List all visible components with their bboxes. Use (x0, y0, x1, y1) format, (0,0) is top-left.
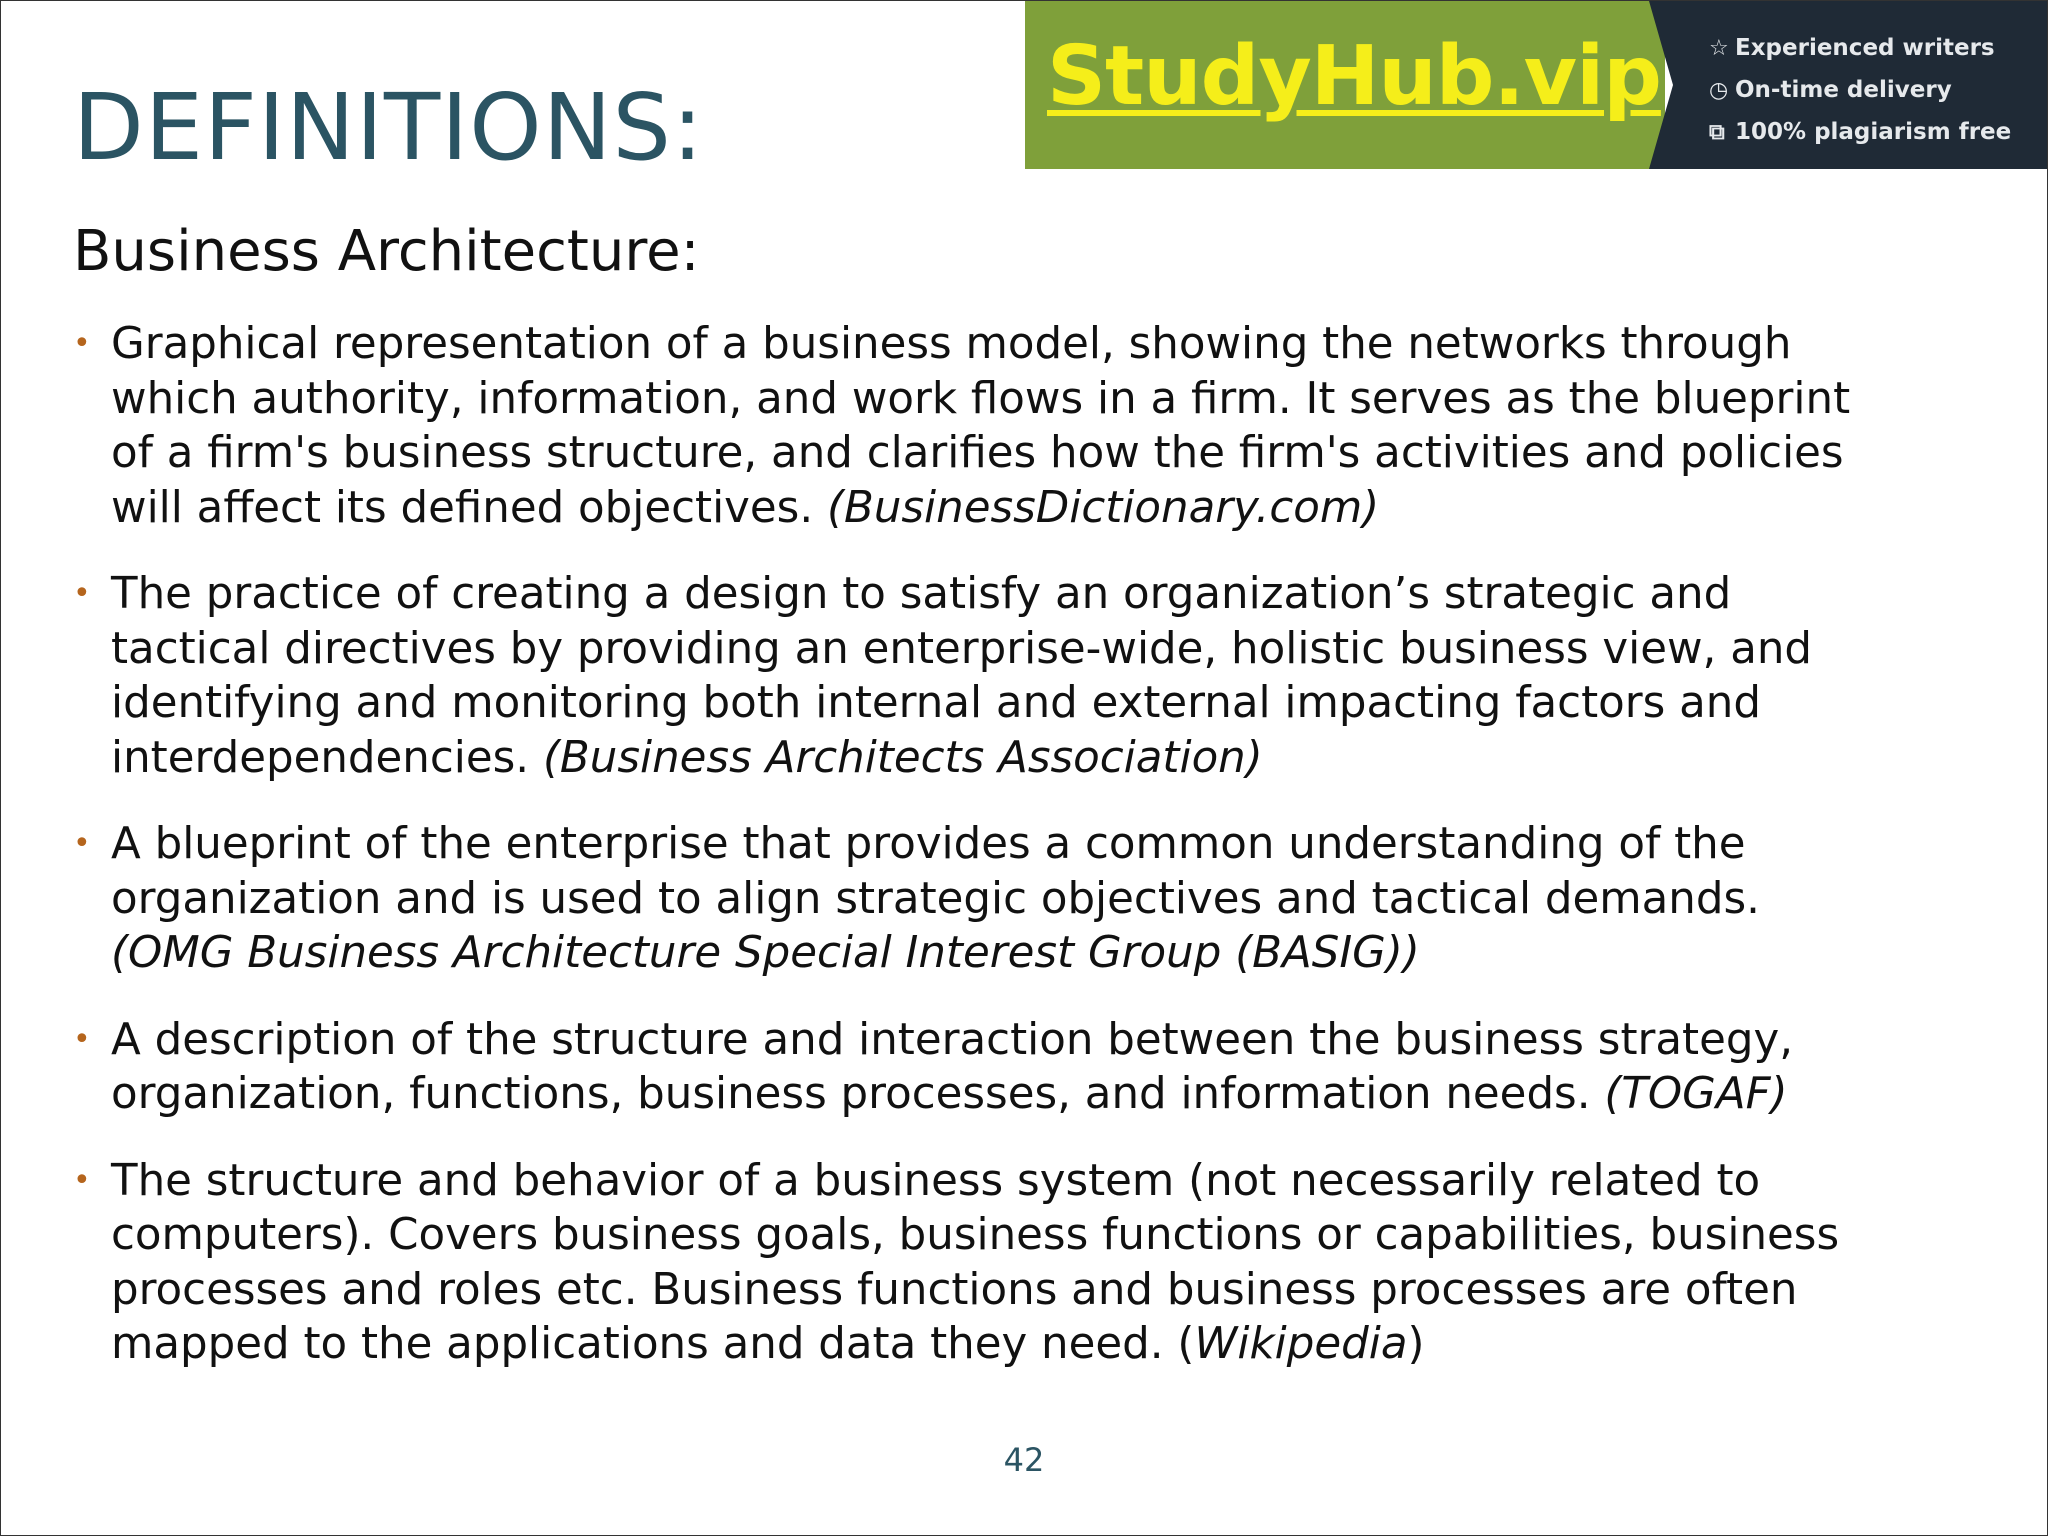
definition-source: (BusinessDictionary.com) (827, 482, 1380, 533)
bullet-icon: • (73, 576, 91, 611)
definition-line: A description of the structure and interaction between the business strategy, (111, 1014, 1794, 1065)
feature-label: 100% plagiarism free (1735, 119, 2012, 145)
bullet-icon: • (73, 1162, 91, 1198)
star-icon: ☆ (1709, 35, 1729, 61)
definition-item (73, 317, 1973, 535)
definition-line: processes and roles etc. Business functions and business processes are often (111, 1264, 1798, 1315)
copy-icon: ⧉ (1709, 119, 1725, 145)
brand-logo[interactable]: StudyHub.vip (1047, 29, 1661, 124)
definition-line: interdependencies. (111, 732, 543, 783)
definition-item (73, 817, 1973, 981)
definition-item (73, 567, 1973, 785)
definition-source: (OMG Business Architecture Special Interest Group (BASIG)) (111, 928, 1420, 978)
feature-label: Experienced writers (1735, 35, 1995, 61)
definition-item (73, 1154, 1973, 1372)
slide-title: DEFINITIONS: (73, 74, 704, 181)
definition-source: (TOGAF) (1604, 1069, 1788, 1119)
definition-line: The structure and behavior of a business system (not necessarily related to (111, 1155, 1761, 1206)
definition-line: computers). Covers business goals, business functions or capabilities, business (111, 1210, 1840, 1260)
definition-line: of a firm's business structure, and clarifies how the firm's activities and policies (111, 428, 1844, 478)
definition-line: The practice of creating a design to satisfy an organization’s strategic and (111, 569, 1732, 619)
feature-item (1709, 69, 2011, 111)
definition-line: tactical directives by providing an enterprise-wide, holistic business view, and (111, 623, 1813, 674)
definition-line: A blueprint of the enterprise that provides a common understanding of the (111, 819, 1746, 869)
banner-brand-panel (1025, 1, 1665, 169)
definition-line: identifying and monitoring both internal and external impacting factors and (111, 678, 1761, 728)
definition-tail: ) (1407, 1319, 1425, 1369)
definition-line: organization and is used to align strategic objectives and tactical demands. (111, 873, 1760, 924)
bullet-icon: • (73, 326, 91, 361)
definition-line: which authority, information, and work flows in a firm. It serves as the blueprint (111, 373, 1851, 424)
clock-icon: ◷ (1709, 77, 1729, 103)
definition-item (73, 1013, 1973, 1122)
definition-line: mapped to the applications and data they need. ( (111, 1319, 1195, 1369)
section-subtitle: Business Architecture: (73, 219, 700, 284)
definition-line: organization, functions, business processes, and information needs. (111, 1069, 1605, 1119)
feature-list (1709, 27, 2011, 153)
feature-label: On-time delivery (1735, 77, 1952, 103)
page-number: 42 (1003, 1441, 1045, 1479)
definition-line: will affect its defined objectives. (111, 482, 827, 533)
bullet-icon: • (73, 1021, 91, 1057)
definition-source: Wikipedia (1194, 1319, 1408, 1369)
definition-list (73, 317, 1973, 1404)
feature-item (1709, 27, 2011, 69)
bullet-icon: • (73, 826, 91, 861)
definition-source: (Business Architects Association) (542, 732, 1263, 783)
feature-item (1709, 111, 2011, 153)
definition-line: Graphical representation of a business model, showing the networks through (111, 319, 1792, 369)
studyhub-banner[interactable] (1025, 1, 2048, 169)
